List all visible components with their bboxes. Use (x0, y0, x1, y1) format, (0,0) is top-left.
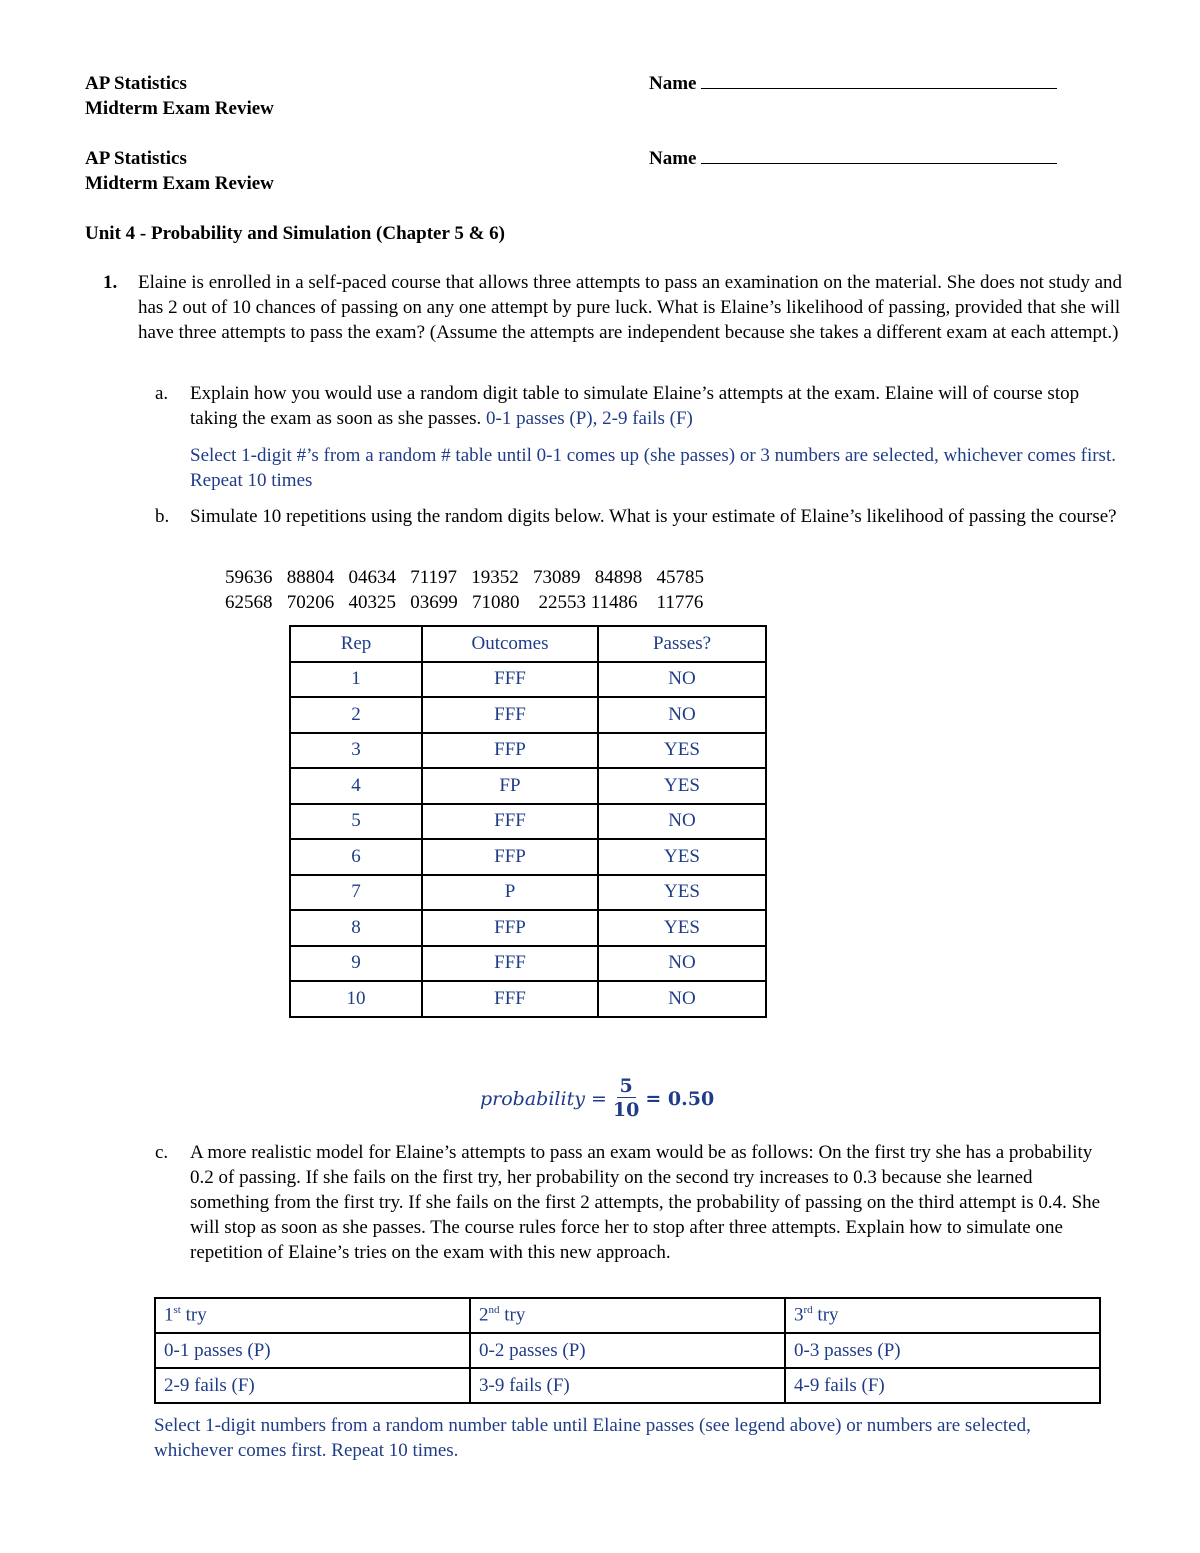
tries-header-row (155, 1298, 1100, 1333)
table-row (290, 733, 766, 769)
table-row (290, 768, 766, 804)
part-a-inline-answer: 0-1 passes (P), 2-9 fails (F) (486, 408, 693, 429)
name-blank-line-2 (701, 146, 1057, 164)
digit-group: 84898 (594, 567, 643, 588)
exam-subtitle: Midterm Exam Review (85, 98, 274, 119)
name-blank-line (701, 71, 1057, 89)
random-digits-row-1 (225, 565, 704, 590)
name-field (649, 71, 1057, 96)
simulation-table (289, 625, 767, 1018)
part-a-question: Explain how you would use a random digit table to simulate Elaine’s attempts at the exam. Elaine will of course stop taking the exam as soon as she passes. (190, 383, 1080, 429)
passes-cell: YES (598, 839, 766, 875)
outcome-cell: FFF (422, 946, 598, 982)
digit-group: 62568 (225, 592, 273, 613)
try-word: try (499, 1304, 526, 1326)
outcome-cell: P (422, 875, 598, 911)
passes-cell: NO (598, 981, 766, 1017)
outcome-cell: FFP (422, 910, 598, 946)
ordinal-number: 2 (479, 1304, 489, 1326)
ordinal-number: 3 (794, 1304, 804, 1326)
tries-header-cell (470, 1298, 785, 1333)
digit-group: 88804 (286, 567, 335, 588)
part-a-answer: Select 1-digit #’s from a random # table until 0-1 comes up (she passes) or 3 numbers are selected, whichever comes first. Repeat 10 times (190, 445, 1116, 491)
outcome-cell: FFF (422, 697, 598, 733)
tries-pass-row (155, 1333, 1100, 1368)
pass-cell: 0-1 passes (P) (155, 1333, 470, 1368)
tries-fail-row (155, 1368, 1100, 1403)
exam-subtitle-2: Midterm Exam Review (85, 173, 274, 194)
name-label: Name (649, 73, 697, 94)
part-c-label: c. (155, 1142, 169, 1163)
rep-cell: 9 (290, 946, 422, 982)
fail-cell: 4-9 fails (F) (785, 1368, 1100, 1403)
tries-header-cell (785, 1298, 1100, 1333)
part-b-label: b. (155, 506, 170, 527)
course-title: AP Statistics (85, 73, 187, 94)
try-word: try (812, 1304, 839, 1326)
digit-group: 11486 (590, 592, 638, 613)
formula-numerator: 5 (617, 1075, 636, 1098)
digit-group: 73089 (533, 567, 581, 588)
passes-cell: YES (598, 875, 766, 911)
outcome-cell: FP (422, 768, 598, 804)
digit-group: 59636 (225, 567, 273, 588)
rep-cell: 4 (290, 768, 422, 804)
outcome-cell: FFF (422, 804, 598, 840)
rep-cell: 2 (290, 697, 422, 733)
table-row (290, 804, 766, 840)
name-field-2 (649, 146, 1057, 171)
name-label-2: Name (649, 148, 697, 169)
passes-cell: YES (598, 910, 766, 946)
table-row (290, 662, 766, 698)
question-text: Elaine is enrolled in a self-paced course that allows three attempts to pass an examination on the material. She does not study and has 2 out of 10 chances of passing on any one attempt by pure luck. What is Elaine’s likelihood of passing, provided that she will have three attempts to pass the exam? (Assume the attempts are independent because she takes a different exam at each attempt.) (138, 272, 1123, 343)
part-b-text: Simulate 10 repetitions using the random digits below. What is your estimate of Elaine’s likelihood of passing the course? (190, 506, 1117, 527)
digit-group: 03699 (410, 592, 458, 613)
tries-header-cell (155, 1298, 470, 1333)
digit-group: 22553 (538, 592, 586, 613)
table-row (290, 946, 766, 982)
course-title-2: AP Statistics (85, 148, 187, 169)
digit-group: 45785 (656, 567, 705, 588)
digit-group: 04634 (348, 567, 396, 588)
passes-cell: YES (598, 733, 766, 769)
formula-fraction (613, 1075, 639, 1122)
formula-lhs: probability = (480, 1087, 607, 1110)
formula-denominator: 10 (612, 1099, 640, 1121)
rep-cell: 8 (290, 910, 422, 946)
table-header-cell: Rep (290, 626, 422, 662)
digit-group: 71080 (472, 592, 520, 613)
digit-group: 40325 (348, 592, 396, 613)
pass-cell: 0-3 passes (P) (785, 1333, 1100, 1368)
passes-cell: NO (598, 662, 766, 698)
table-header-cell: Passes? (598, 626, 766, 662)
random-digits-row-2 (225, 590, 703, 615)
unit-title: Unit 4 - Probability and Simulation (Chapter 5 & 6) (85, 223, 505, 244)
outcome-cell: FFP (422, 839, 598, 875)
part-c-answer: Select 1-digit numbers from a random number table until Elaine passes (see legend above) or numbers are selected, whichever comes first. Repeat 10 times. (154, 1415, 1031, 1461)
ordinal-suffix: nd (488, 1304, 500, 1317)
tries-table (154, 1297, 1101, 1404)
pass-cell: 0-2 passes (P) (470, 1333, 785, 1368)
digit-group: 11776 (656, 592, 704, 613)
outcome-cell: FFF (422, 981, 598, 1017)
rep-cell: 7 (290, 875, 422, 911)
formula-rhs: = 0.50 (645, 1087, 715, 1110)
digit-group: 19352 (471, 567, 519, 588)
probability-formula (480, 1075, 714, 1122)
rep-cell: 6 (290, 839, 422, 875)
fail-cell: 2-9 fails (F) (155, 1368, 470, 1403)
outcome-cell: FFF (422, 662, 598, 698)
rep-cell: 10 (290, 981, 422, 1017)
rep-cell: 5 (290, 804, 422, 840)
table-row (290, 875, 766, 911)
part-a-text (190, 381, 1120, 431)
rep-cell: 3 (290, 733, 422, 769)
passes-cell: NO (598, 804, 766, 840)
outcome-cell: FFP (422, 733, 598, 769)
digit-group: 71197 (410, 567, 458, 588)
table-row (290, 981, 766, 1017)
passes-cell: YES (598, 768, 766, 804)
table-row (290, 839, 766, 875)
fail-cell: 3-9 fails (F) (470, 1368, 785, 1403)
question-number: 1. (103, 272, 118, 293)
table-header-row (290, 626, 766, 662)
table-row (290, 910, 766, 946)
table-row (290, 697, 766, 733)
passes-cell: NO (598, 697, 766, 733)
try-word: try (180, 1304, 207, 1326)
part-a-label: a. (155, 383, 169, 404)
ordinal-number: 1 (164, 1304, 174, 1326)
ordinal-suffix: st (173, 1304, 181, 1317)
ordinal-suffix: rd (803, 1304, 813, 1317)
part-c-text: A more realistic model for Elaine’s attempts to pass an exam would be as follows: On the first try she has a probability 0.2 of passing. If she fails on the first try, her probability on the second try increases to 0.3 because she learned something from the first try. If she fails on the first 2 attempts, the probability of passing on the third attempt is 0.4. She will stop as soon as she passes. The course rules force her to stop after three attempts. Explain how to simulate one repetition of Elaine’s tries on the exam with this new approach. (190, 1142, 1101, 1263)
digit-group: 70206 (286, 592, 335, 613)
rep-cell: 1 (290, 662, 422, 698)
table-header-cell: Outcomes (422, 626, 598, 662)
passes-cell: NO (598, 946, 766, 982)
